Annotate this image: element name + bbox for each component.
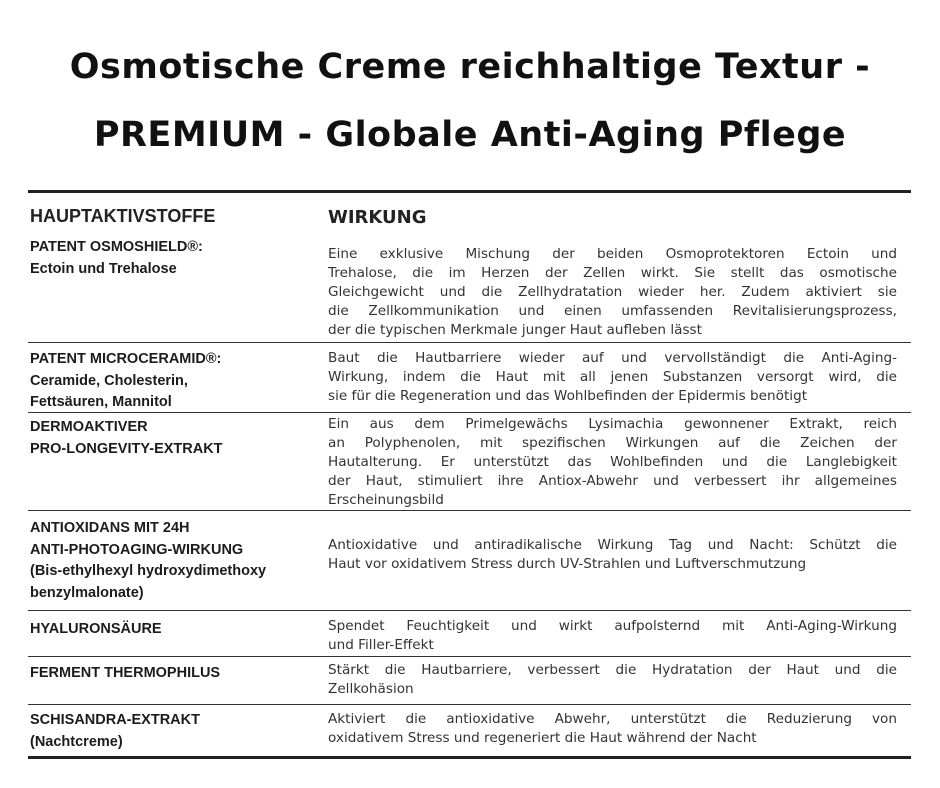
table-row <box>28 413 911 511</box>
effect-line: und Filler-Effekt <box>328 637 434 653</box>
ingredient-cell <box>28 657 328 704</box>
effect-cell <box>328 611 911 656</box>
effect-line: Zellkohäsion <box>328 681 414 697</box>
effect-line: Ein aus dem Primelgewächs Lysimachia gewonnener Extrakt, reich <box>328 416 897 432</box>
effect-cell <box>328 705 911 756</box>
effect-cell <box>328 413 911 510</box>
ingredient-line: ANTI-PHOTOAGING-WIRKUNG <box>30 541 244 558</box>
effect-line: Haut vor oxidativem Stress durch UV-Strahlen und Luftverschmutzung <box>328 556 807 572</box>
table-row <box>28 657 911 705</box>
effect-line: sie für die Regeneration und das Wohlbefinden der Epidermis benötigt <box>328 388 808 404</box>
effect-line: Spendet Feuchtigkeit und wirkt aufpolsternd mit Anti-Aging-Wirkung <box>328 618 897 634</box>
ingredient-cell <box>28 705 328 756</box>
ingredient-line: PRO-LONGEVITY-EXTRAKT <box>30 440 223 457</box>
effect-line: oxidativem Stress und regeneriert die Haut während der Nacht <box>328 730 757 746</box>
effect-line: der Haut, stimuliert ihre Antiox-Abwehr und verbessert ihr allgemeines <box>328 473 897 489</box>
ingredient-cell <box>28 511 328 610</box>
table-row <box>28 343 911 413</box>
header-ingredients: HAUPTAKTIVSTOFFE <box>30 206 216 227</box>
effect-cell <box>328 343 911 412</box>
effect-line: Aktiviert die antioxidative Abwehr, unterstützt die Reduzierung von <box>328 711 897 727</box>
ingredient-cell <box>28 611 328 656</box>
effect-line: Erscheinungsbild <box>328 492 444 508</box>
effect-line: die Zellkommunikation und einen umfassenden Revitalisierungsprozess, <box>328 303 897 319</box>
effect-line: Wirkung, indem die Haut mit all jenen Substanzen versorgt wird, die <box>328 369 897 385</box>
effect-cell <box>328 511 911 610</box>
table-header <box>28 193 911 237</box>
table-body <box>28 237 911 756</box>
ingredient-line: PATENT MICROCERAMID®: <box>30 351 222 367</box>
ingredient-line: (Nachtcreme) <box>30 733 123 750</box>
active-ingredients-table <box>28 190 911 759</box>
table-row <box>28 511 911 611</box>
effect-cell <box>328 237 911 342</box>
ingredient-line: Fettsäuren, Mannitol <box>30 394 172 410</box>
ingredient-line: HYALURONSÄURE <box>30 621 162 637</box>
effect-line: Hautalterung. Er unterstützt das Wohlbefinden und die Langlebigkeit <box>328 454 897 470</box>
effect-line: Stärkt die Hautbarriere, verbessert die Hydratation der Haut und die <box>328 662 897 678</box>
ingredient-line: Ceramide, Cholesterin, <box>30 372 188 389</box>
ingredient-cell <box>28 343 328 412</box>
effect-line: der die typischen Merkmale junger Haut aufleben lässt <box>328 322 702 338</box>
ingredient-line: ANTIOXIDANS MIT 24H <box>30 520 190 536</box>
effect-line: Trehalose, die im Herzen der Zellen wirkt. Sie stellt das osmotische <box>328 265 897 281</box>
effect-line: Baut die Hautbarriere wieder auf und vervollständigt die Anti-Aging- <box>328 350 897 366</box>
ingredient-line: SCHISANDRA-EXTRAKT <box>30 712 200 728</box>
ingredient-line: benzylmalonate) <box>30 584 144 601</box>
ingredient-cell <box>28 237 328 342</box>
effect-cell <box>328 657 911 704</box>
ingredient-line: FERMENT THERMOPHILUS <box>30 665 221 681</box>
table-row <box>28 705 911 756</box>
header-effect: WIRKUNG <box>328 206 427 228</box>
page-title-line-2: PREMIUM - Globale Anti-Aging Pflege <box>93 115 847 155</box>
effect-line: Eine exklusive Mischung der beiden Osmoprotektoren Ectoin und <box>328 246 897 262</box>
table-row <box>28 611 911 657</box>
effect-line: Antioxidative und antiradikalische Wirkung Tag und Nacht: Schützt die <box>328 537 897 553</box>
effect-line: an Polyphenolen, mit spezifischen Wirkungen auf die Zeichen der <box>328 435 897 451</box>
table-row <box>28 237 911 343</box>
ingredient-line: PATENT OSMOSHIELD®: <box>30 239 203 255</box>
ingredient-line: Ectoin und Trehalose <box>30 260 177 277</box>
ingredient-cell <box>28 413 328 510</box>
page-title-line-1: Osmotische Creme reichhaltige Textur - <box>69 47 871 87</box>
effect-line: Gleichgewicht und die Zellhydratation wieder her. Zudem aktiviert sie <box>328 284 897 300</box>
ingredient-line: DERMOAKTIVER <box>30 419 148 435</box>
ingredient-line: (Bis-ethylhexyl hydroxydimethoxy <box>30 563 267 579</box>
